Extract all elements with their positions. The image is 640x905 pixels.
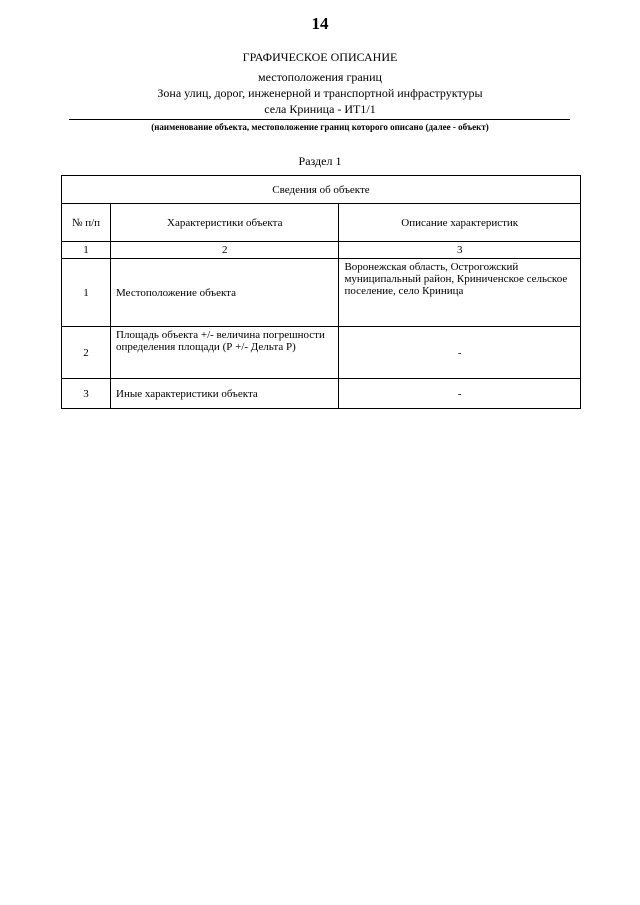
table-row <box>62 327 581 379</box>
header-number-label: № п/п <box>71 216 101 229</box>
object-village-code: села Криница - ИТ1/1 <box>264 102 376 116</box>
object-zone-name: Зона улиц, дорог, инженерной и транспортной инфраструктуры <box>157 86 483 100</box>
row-number: 1 <box>62 259 111 327</box>
row-description: Воронежская область, Острогожский муниципальный район, Криниченское сельское поселение, село Криница <box>339 259 581 327</box>
document-title: ГРАФИЧЕСКОЕ ОПИСАНИЕ <box>242 50 398 64</box>
object-info-table <box>61 175 581 409</box>
table-row <box>62 259 581 327</box>
header-number <box>62 204 111 242</box>
header-characteristic: Характеристики объекта <box>111 204 339 242</box>
row-characteristic: Иные характеристики объекта <box>111 379 339 409</box>
row-characteristic: Местоположение объекта <box>111 259 339 327</box>
header-description: Описание характеристик <box>339 204 581 242</box>
column-number-1: 1 <box>62 242 111 259</box>
row-description: - <box>339 379 581 409</box>
heading-underline <box>69 119 570 120</box>
row-description: - <box>339 327 581 379</box>
table-row <box>62 379 581 409</box>
table-caption: Сведения об объекте <box>62 176 581 204</box>
column-number-3: 3 <box>339 242 581 259</box>
heading-note: (наименование объекта, местоположение границ которого описано (далее - объект) <box>151 122 489 132</box>
row-number: 2 <box>62 327 111 379</box>
column-number-2: 2 <box>111 242 339 259</box>
title-subline: местоположения границ <box>258 70 382 84</box>
page-number: 14 <box>311 14 329 33</box>
row-characteristic: Площадь объекта +/- величина погрешности определения площади (Р +/- Дельта Р) <box>111 327 339 379</box>
section-label: Раздел 1 <box>298 154 342 168</box>
row-number: 3 <box>62 379 111 409</box>
